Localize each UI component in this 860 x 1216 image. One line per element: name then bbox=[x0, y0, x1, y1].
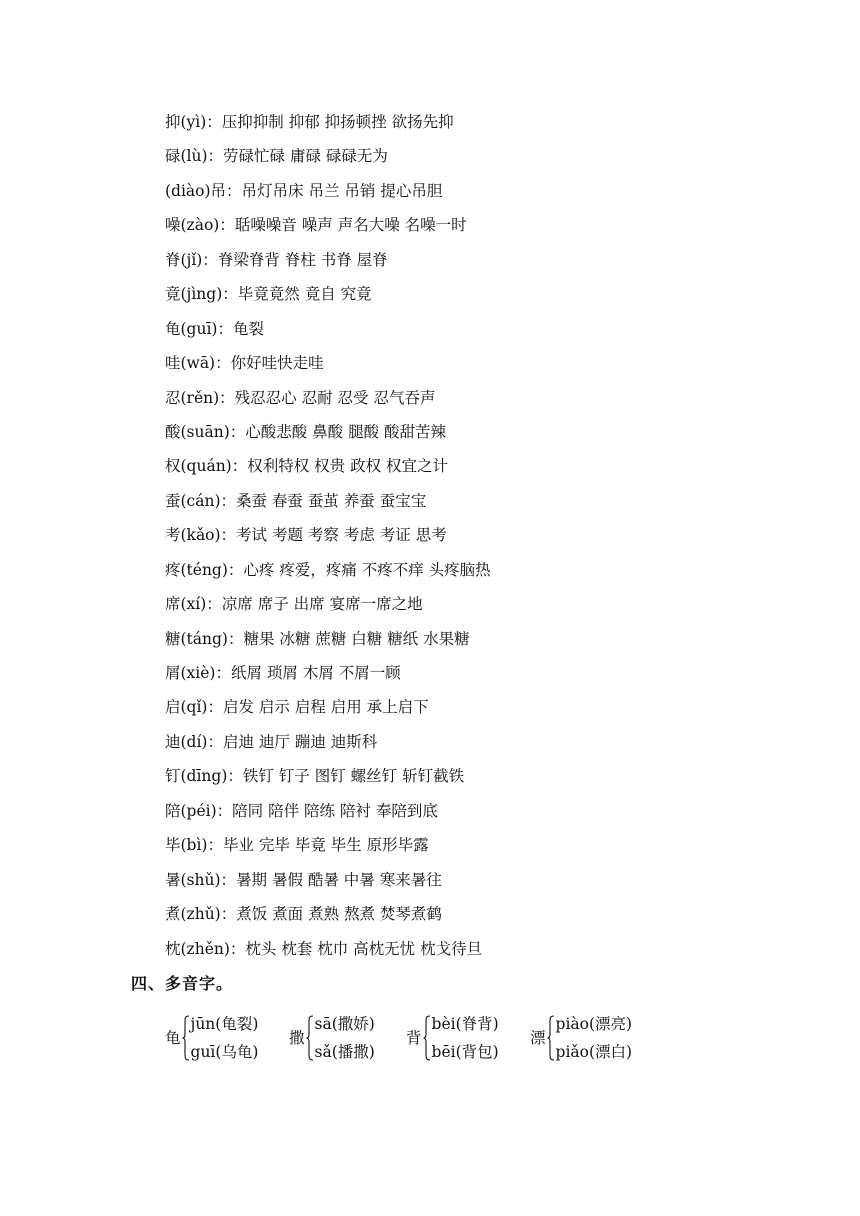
curly-brace-icon bbox=[547, 1015, 555, 1061]
polyphone-group bbox=[530, 1010, 632, 1066]
polyphone-character: 龟 bbox=[165, 1029, 181, 1047]
vocabulary-list bbox=[165, 108, 491, 969]
vocab-line: 席(xí)：凉席 席子 出席 宴席一席之地 bbox=[165, 595, 423, 614]
polyphone-character: 漂 bbox=[530, 1029, 546, 1047]
reading: piào(漂亮) bbox=[555, 1015, 633, 1033]
polyphone-character: 背 bbox=[406, 1029, 422, 1047]
vocab-line: 钉(dīng)：铁钉 钉子 图钉 螺丝钉 斩钉截铁 bbox=[165, 767, 465, 786]
vocab-line: 竟(jìng)：毕竟竟然 竟自 究竟 bbox=[165, 285, 372, 304]
readings bbox=[315, 1013, 375, 1063]
readings bbox=[191, 1013, 259, 1063]
reading: jūn(龟裂) bbox=[190, 1015, 259, 1033]
vocab-line: 暑(shǔ)：暑期 暑假 酷暑 中暑 寒来暑往 bbox=[165, 870, 442, 889]
vocab-line: 忍(rěn)：残忍忍心 忍耐 忍受 忍气吞声 bbox=[165, 388, 436, 407]
reading: guī(乌龟) bbox=[190, 1043, 259, 1061]
curly-brace-icon bbox=[423, 1015, 431, 1061]
vocab-line: 考(kǎo)：考试 考题 考察 考虑 考证 思考 bbox=[165, 526, 447, 545]
vocab-line: 迪(dí)：启迪 迪厅 蹦迪 迪斯科 bbox=[165, 732, 378, 751]
vocab-line: 脊(jǐ)：脊梁脊背 脊柱 书脊 屋脊 bbox=[165, 250, 388, 269]
readings bbox=[556, 1013, 633, 1063]
vocab-line: 蚕(cán)：桑蚕 春蚕 蚕茧 养蚕 蚕宝宝 bbox=[165, 491, 427, 510]
vocab-line: 抑(yì)：压抑抑制 抑郁 抑扬顿挫 欲扬先抑 bbox=[165, 113, 454, 131]
curly-brace-icon bbox=[306, 1015, 314, 1061]
vocab-line: 启(qǐ)：启发 启示 启程 启用 承上启下 bbox=[165, 698, 429, 717]
vocab-line: 煮(zhǔ)：煮饭 煮面 煮熟 熬煮 焚琴煮鹤 bbox=[165, 905, 442, 924]
vocab-line: 屑(xiè)：纸屑 琐屑 木屑 不屑一顾 bbox=[165, 664, 401, 682]
vocab-line: 枕(zhěn)：枕头 枕套 枕巾 高枕无忧 枕戈待旦 bbox=[165, 939, 483, 958]
vocab-line: 碌(lù)：劳碌忙碌 庸碌 碌碌无为 bbox=[165, 147, 388, 166]
polyphone-row bbox=[0, 1010, 860, 1066]
polyphone-group bbox=[165, 1010, 258, 1066]
polyphone-group bbox=[289, 1010, 375, 1066]
vocab-line: 酸(suān)：心酸悲酸 鼻酸 腿酸 酸甜苦辣 bbox=[165, 422, 447, 441]
vocab-line: (diào)吊：吊灯吊床 吊兰 吊销 提心吊胆 bbox=[165, 181, 443, 200]
vocab-line: 糖(táng)：糖果 冰糖 蔗糖 白糖 糖纸 水果糖 bbox=[165, 629, 470, 648]
vocab-line: 哇(wā)：你好哇快走哇 bbox=[165, 354, 324, 373]
vocab-line: 噪(zào)：聒噪噪音 噪声 声名大噪 名噪一时 bbox=[165, 216, 467, 235]
vocab-line: 毕(bì)：毕业 完毕 毕竟 毕生 原形毕露 bbox=[165, 836, 429, 855]
reading: sā(撒娇) bbox=[314, 1015, 375, 1033]
vocab-line: 疼(téng)：心疼 疼爱，疼痛 不疼不痒 头疼脑热 bbox=[165, 560, 491, 579]
reading: sǎ(播撒) bbox=[314, 1043, 375, 1061]
reading: bēi(背包) bbox=[431, 1043, 499, 1061]
polyphone-group bbox=[406, 1010, 499, 1066]
polyphone-character: 撒 bbox=[289, 1029, 305, 1047]
readings bbox=[432, 1013, 499, 1063]
reading: piǎo(漂白) bbox=[555, 1043, 633, 1061]
vocab-line: 龟(guī)：龟裂 bbox=[165, 319, 264, 338]
vocab-line: 权(quán)：权利特权 权贵 政权 权宜之计 bbox=[165, 457, 449, 476]
reading: bèi(脊背) bbox=[431, 1015, 499, 1033]
section-heading: 四、多音字。 bbox=[131, 974, 234, 993]
curly-brace-icon bbox=[182, 1015, 190, 1061]
vocab-line: 陪(péi)：陪同 陪伴 陪练 陪衬 奉陪到底 bbox=[165, 801, 438, 820]
